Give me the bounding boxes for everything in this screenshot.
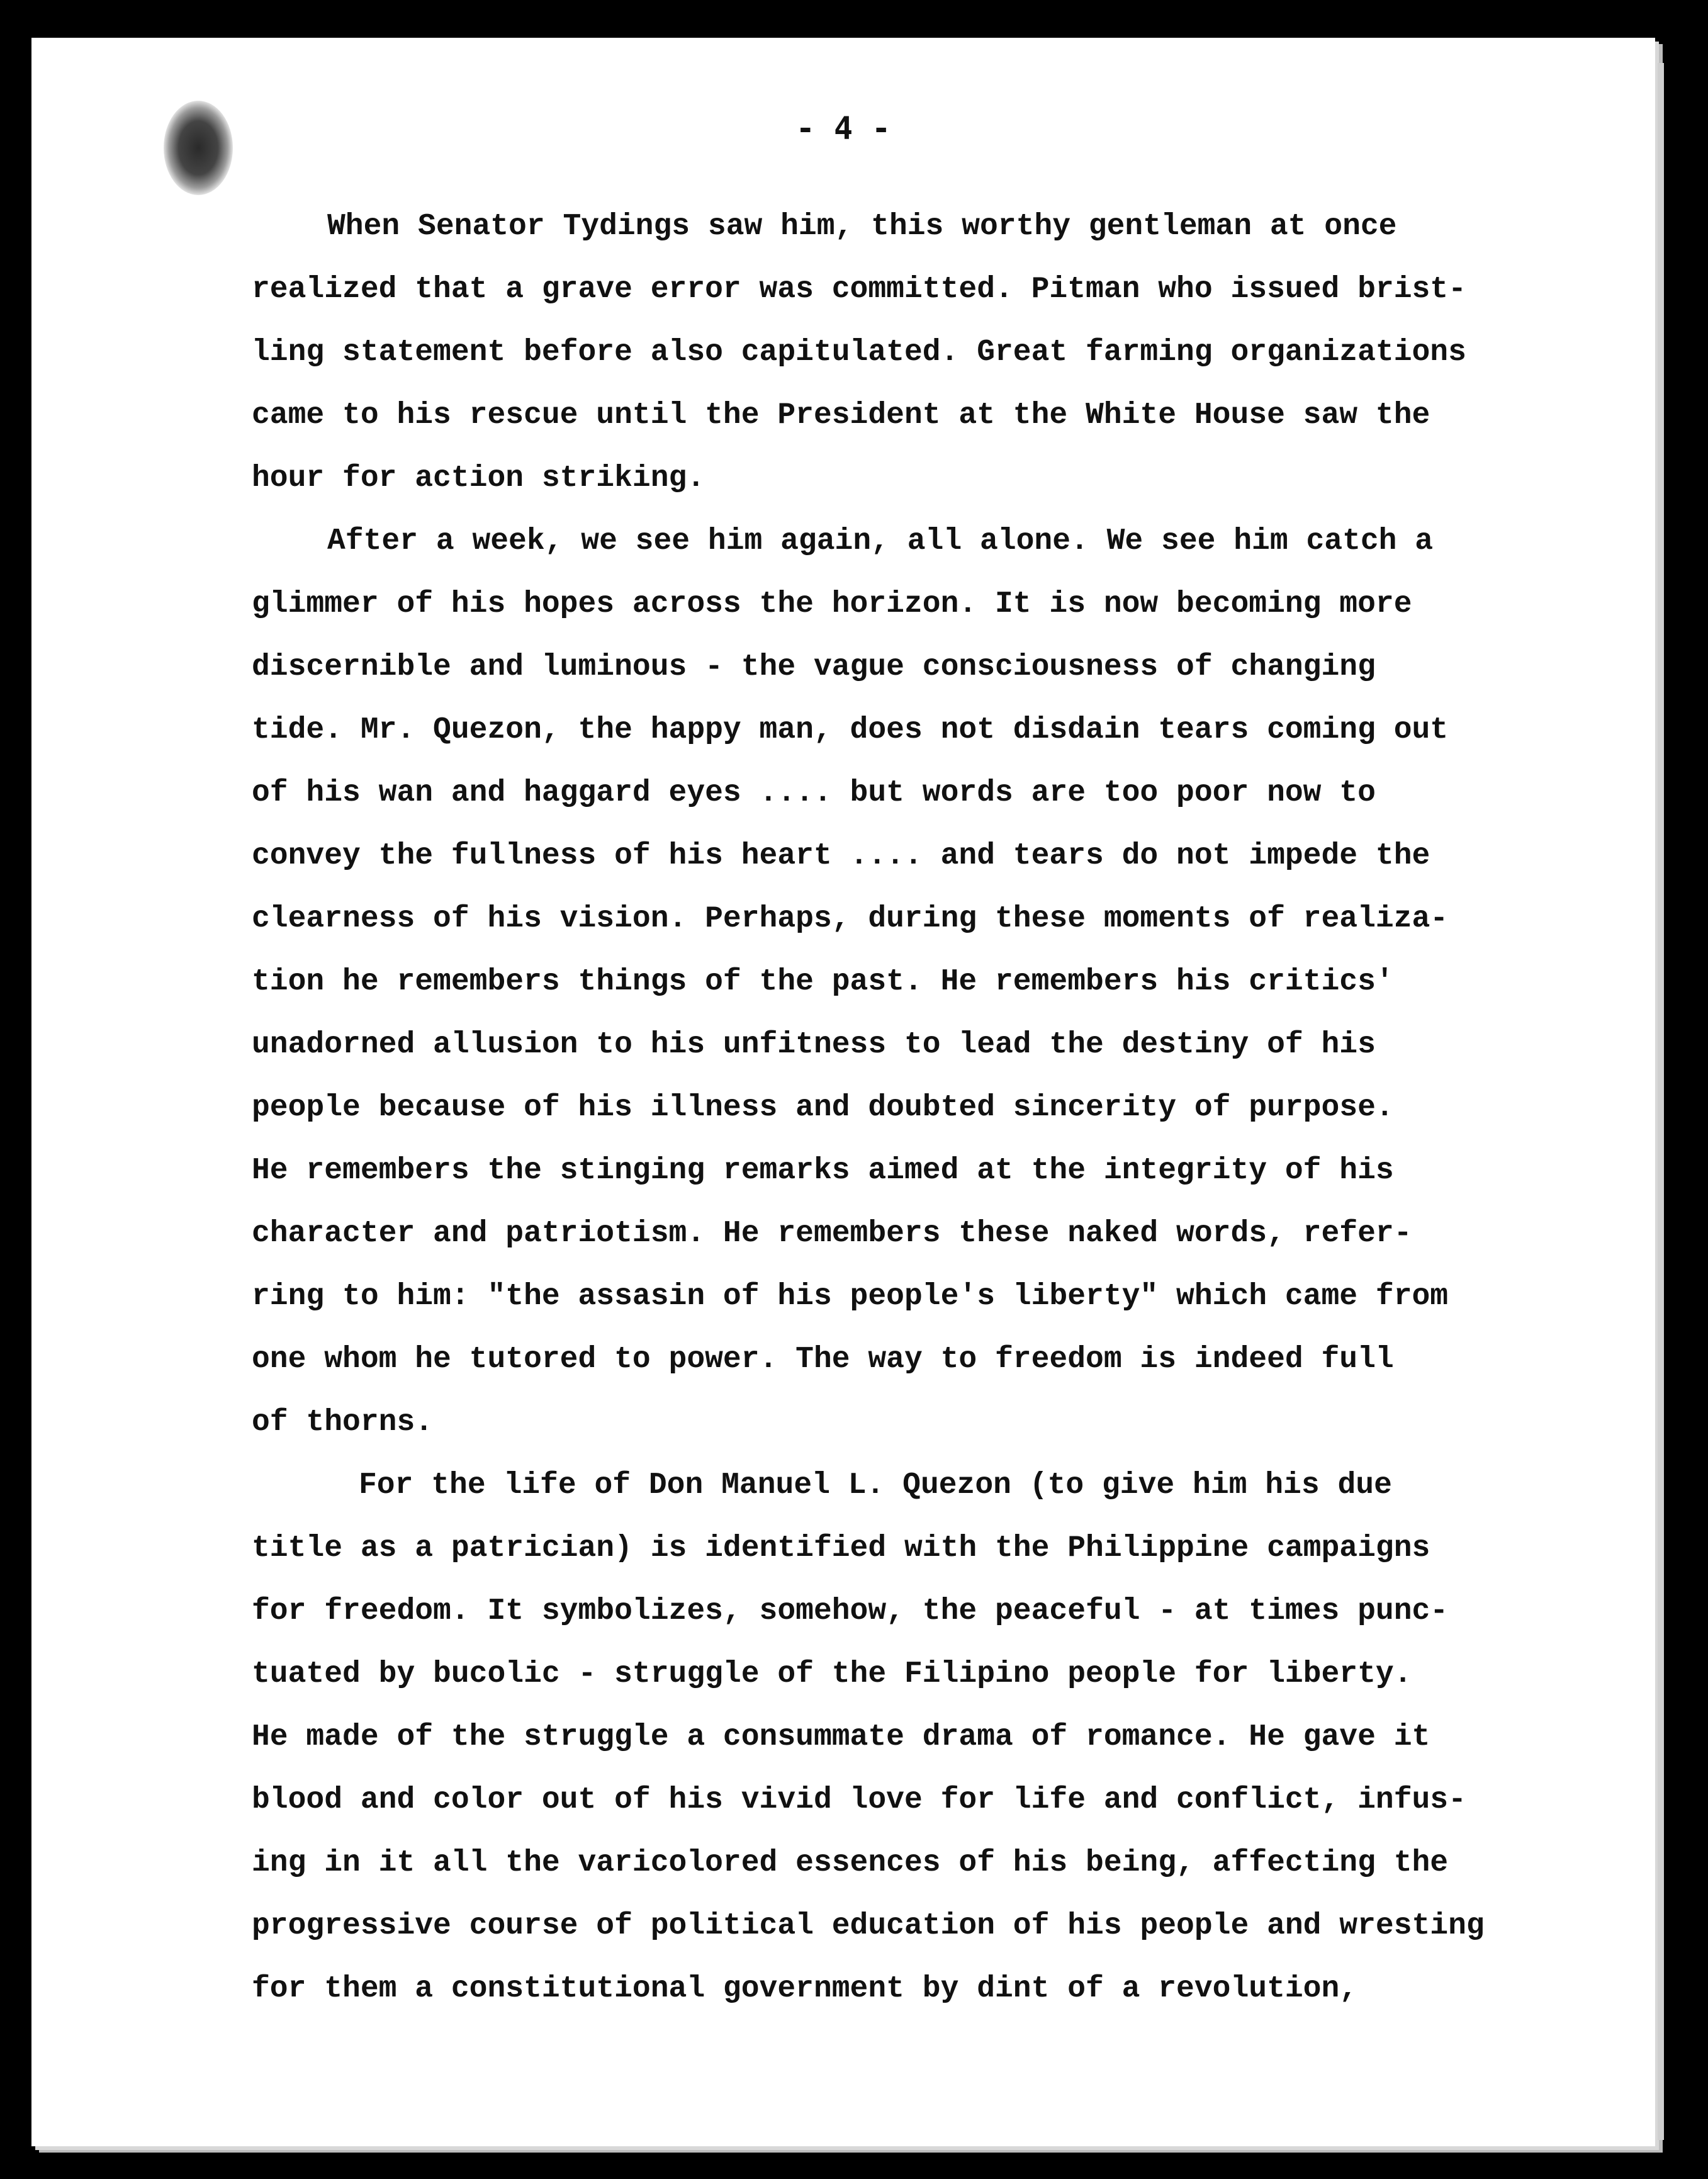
- text-line: convey the fullness of his heart .... and tears do not impede the: [252, 839, 1430, 873]
- text-line: discernible and luminous - the vague consciousness of changing: [252, 650, 1376, 684]
- text-line: When Senator Tydings saw him, this worthy gentleman at once: [327, 210, 1397, 244]
- text-line: blood and color out of his vivid love for life and conflict, infus-: [252, 1783, 1466, 1817]
- text-line: He remembers the stinging remarks aimed at the integrity of his: [252, 1154, 1394, 1188]
- text-line: For the life of Don Manuel L. Quezon (to give him his due: [359, 1468, 1392, 1502]
- text-line: ing in it all the varicolored essences of his being, affecting the: [252, 1846, 1449, 1880]
- text-line: hour for action striking.: [252, 461, 705, 495]
- text-line: for them a constitutional government by dint of a revolution,: [252, 1972, 1358, 2006]
- text-line: He made of the struggle a consummate drama of romance. He gave it: [252, 1720, 1430, 1754]
- text-line: tuated by bucolic - struggle of the Filipino people for liberty.: [252, 1657, 1412, 1691]
- text-line: After a week, we see him again, all alone. We see him catch a: [327, 524, 1434, 558]
- text-line: character and patriotism. He remembers these naked words, refer-: [252, 1217, 1412, 1251]
- text-line: people because of his illness and doubted sincerity of purpose.: [252, 1091, 1394, 1125]
- text-line: one whom he tutored to power. The way to freedom is indeed full: [252, 1343, 1394, 1377]
- text-line: clearness of his vision. Perhaps, during these moments of realiza-: [252, 902, 1449, 936]
- typed-page: [31, 38, 1655, 2146]
- text-line: title as a patrician) is identified with the Philippine campaigns: [252, 1531, 1430, 1565]
- page-number: - 4 -: [795, 110, 891, 147]
- typed-body-text: [252, 195, 1624, 2020]
- text-line: for freedom. It symbolizes, somehow, the peaceful - at times punc-: [252, 1594, 1449, 1628]
- text-line: ling statement before also capitulated. Great farming organizations: [252, 335, 1466, 369]
- text-line: realized that a grave error was committed. Pitman who issued brist-: [252, 273, 1466, 307]
- text-line: of his wan and haggard eyes .... but words are too poor now to: [252, 776, 1376, 810]
- text-line: ring to him: "the assasin of his people's liberty" which came from: [252, 1280, 1449, 1314]
- text-line: tion he remembers things of the past. He remembers his critics': [252, 965, 1394, 999]
- stacked-page-edge: [1658, 63, 1664, 2140]
- text-line: of thorns.: [252, 1405, 434, 1439]
- text-line: came to his rescue until the President at the White House saw the: [252, 398, 1430, 432]
- text-line: progressive course of political education of his people and wresting: [252, 1909, 1485, 1943]
- text-line: unadorned allusion to his unfitness to lead the destiny of his: [252, 1028, 1376, 1062]
- text-line: tide. Mr. Quezon, the happy man, does not disdain tears coming out: [252, 713, 1449, 747]
- text-line: glimmer of his hopes across the horizon. It is now becoming more: [252, 587, 1412, 621]
